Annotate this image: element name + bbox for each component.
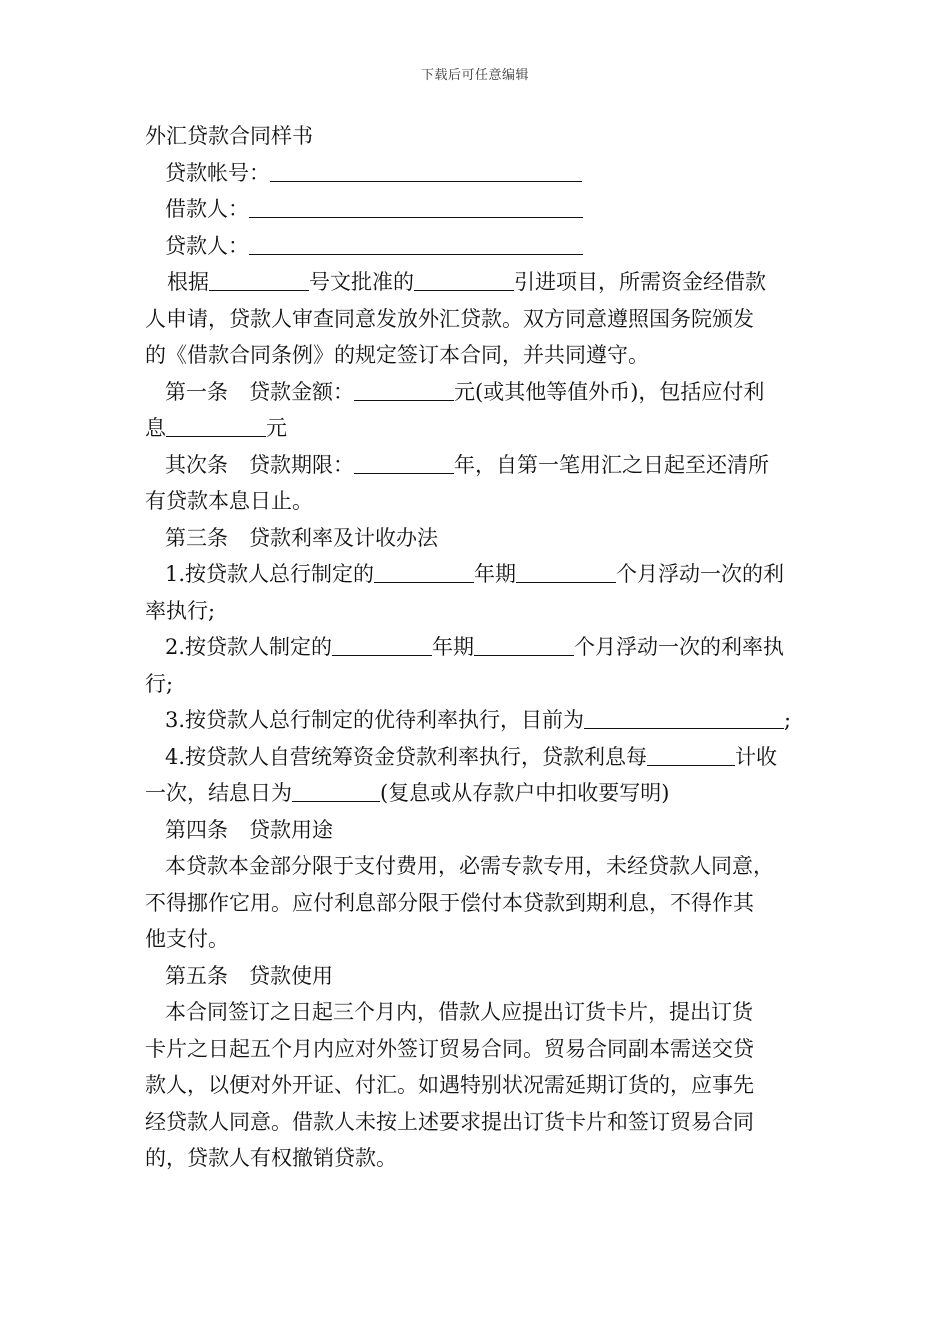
interest-period-blank (647, 743, 735, 766)
article1-line-2 (145, 410, 815, 447)
account-number-field (145, 155, 815, 192)
borrower-label: 借款人： (165, 197, 249, 221)
intro-line-2: 人申请，贷款人审查同意发放外汇贷款。双方同意遵照国务院颁发 (145, 306, 754, 331)
intro-text-a: 根据 (167, 270, 209, 294)
item1-years-blank (374, 560, 474, 583)
lender-blank (249, 232, 583, 255)
article1-heading: 第一条 贷款金额： (165, 379, 354, 404)
document-number-blank (209, 268, 309, 291)
preferential-rate-blank (584, 706, 784, 729)
account-number-blank (270, 159, 582, 182)
item2-years-blank (332, 633, 432, 656)
document-title: 外汇贷款合同样书 (145, 124, 313, 148)
article5-line-2: 卡片之日起五个月内应对外签订贸易合同。贸易合同副本需送交贷 (145, 1036, 754, 1061)
item2-text-b: 年期 (432, 635, 475, 659)
article2-line-2: 有贷款本息日止。 (145, 489, 313, 513)
interest-amount-blank (166, 414, 266, 437)
item4-text-a: 4.按贷款人自营统筹资金贷款利率执行，贷款利息每 (165, 744, 648, 769)
intro-text-b: 号文批准的 (309, 270, 414, 294)
article5-heading: 第五条 贷款使用 (165, 963, 333, 988)
item3-text-a: 3.按贷款人总行制定的优待利率执行，目前为 (165, 708, 585, 732)
article1-text: 元(或其他等值外币)，包括应付利 (454, 379, 765, 404)
article2-line-1 (145, 447, 815, 484)
item4-text-b: 计收 (735, 744, 778, 769)
lender-label: 贷款人： (165, 233, 249, 258)
item2-text-c: 个月浮动一次的利率执 (574, 635, 785, 659)
article5-line-1: 本合同签订之日起三个月内，借款人应提出订货卡片，提出订货 (165, 1000, 753, 1024)
article4-line-1: 本贷款本金部分限于支付费用，必需专款专用，未经贷款人同意， (165, 854, 774, 878)
loan-amount-blank (354, 378, 454, 401)
project-blank (414, 268, 514, 291)
article1-interest-label: 息 (145, 416, 166, 440)
item2-months-blank (474, 633, 574, 656)
article4-line-3: 他支付。 (145, 927, 229, 951)
item4-text-c: 一次，结息日为 (145, 781, 292, 805)
article5-line-4: 经贷款人同意。借款人未按上述要求提出订货卡片和签订贸易合同 (145, 1109, 754, 1134)
article3-item4-line-2 (145, 775, 815, 812)
contract-document (145, 118, 815, 1177)
lender-field (145, 228, 815, 265)
article3-heading: 第三条 贷款利率及计收办法 (165, 525, 438, 550)
borrower-blank (249, 195, 583, 218)
article3-item2-line-2: 行; (145, 671, 174, 696)
article4-heading: 第四条 贷款用途 (165, 817, 333, 842)
borrower-field (145, 191, 815, 228)
article2-text: 年，自第一笔用汇之日起至还清所 (454, 452, 769, 477)
article5-line-3: 款人，以便对外开证、付汇。如遇特别状况需延期订货的，应事先 (145, 1073, 754, 1097)
article2-heading: 其次条 贷款期限： (165, 452, 354, 477)
page-header-note: 下载后可任意编辑 (420, 68, 529, 83)
settlement-date-blank (292, 779, 380, 802)
item2-text-a: 2.按贷款人制定的 (165, 635, 333, 659)
intro-text-c: 引进项目，所需资金经借款 (514, 270, 766, 294)
article3-item3 (145, 702, 815, 739)
article1-line-1 (145, 374, 815, 411)
item1-text-b: 年期 (474, 562, 517, 586)
article3-item4-line-1 (145, 739, 815, 776)
intro-line-3: 的《借款合同条例》的规定签订本合同，并共同遵守。 (145, 343, 649, 367)
loan-term-blank (354, 451, 454, 474)
account-number-label: 贷款帐号： (165, 160, 270, 185)
article5-line-5: 的，贷款人有权撤销贷款。 (145, 1146, 397, 1170)
article3-item1-line-2: 率执行; (145, 598, 216, 623)
article1-unit: 元 (266, 416, 287, 440)
item4-text-d: (复息或从存款户中扣收要写明) (380, 781, 670, 805)
article3-item1-line-1 (145, 556, 815, 593)
article3-item2-line-1 (145, 629, 815, 666)
item3-text-b: ; (784, 708, 792, 732)
article4-line-2: 不得挪作它用。应付利息部分限于偿付本贷款到期利息，不得作其 (145, 890, 754, 915)
item1-text-c: 个月浮动一次的利 (616, 562, 785, 586)
intro-line-1 (145, 264, 815, 301)
item1-months-blank (516, 560, 616, 583)
item1-text-a: 1.按贷款人总行制定的 (165, 562, 375, 586)
